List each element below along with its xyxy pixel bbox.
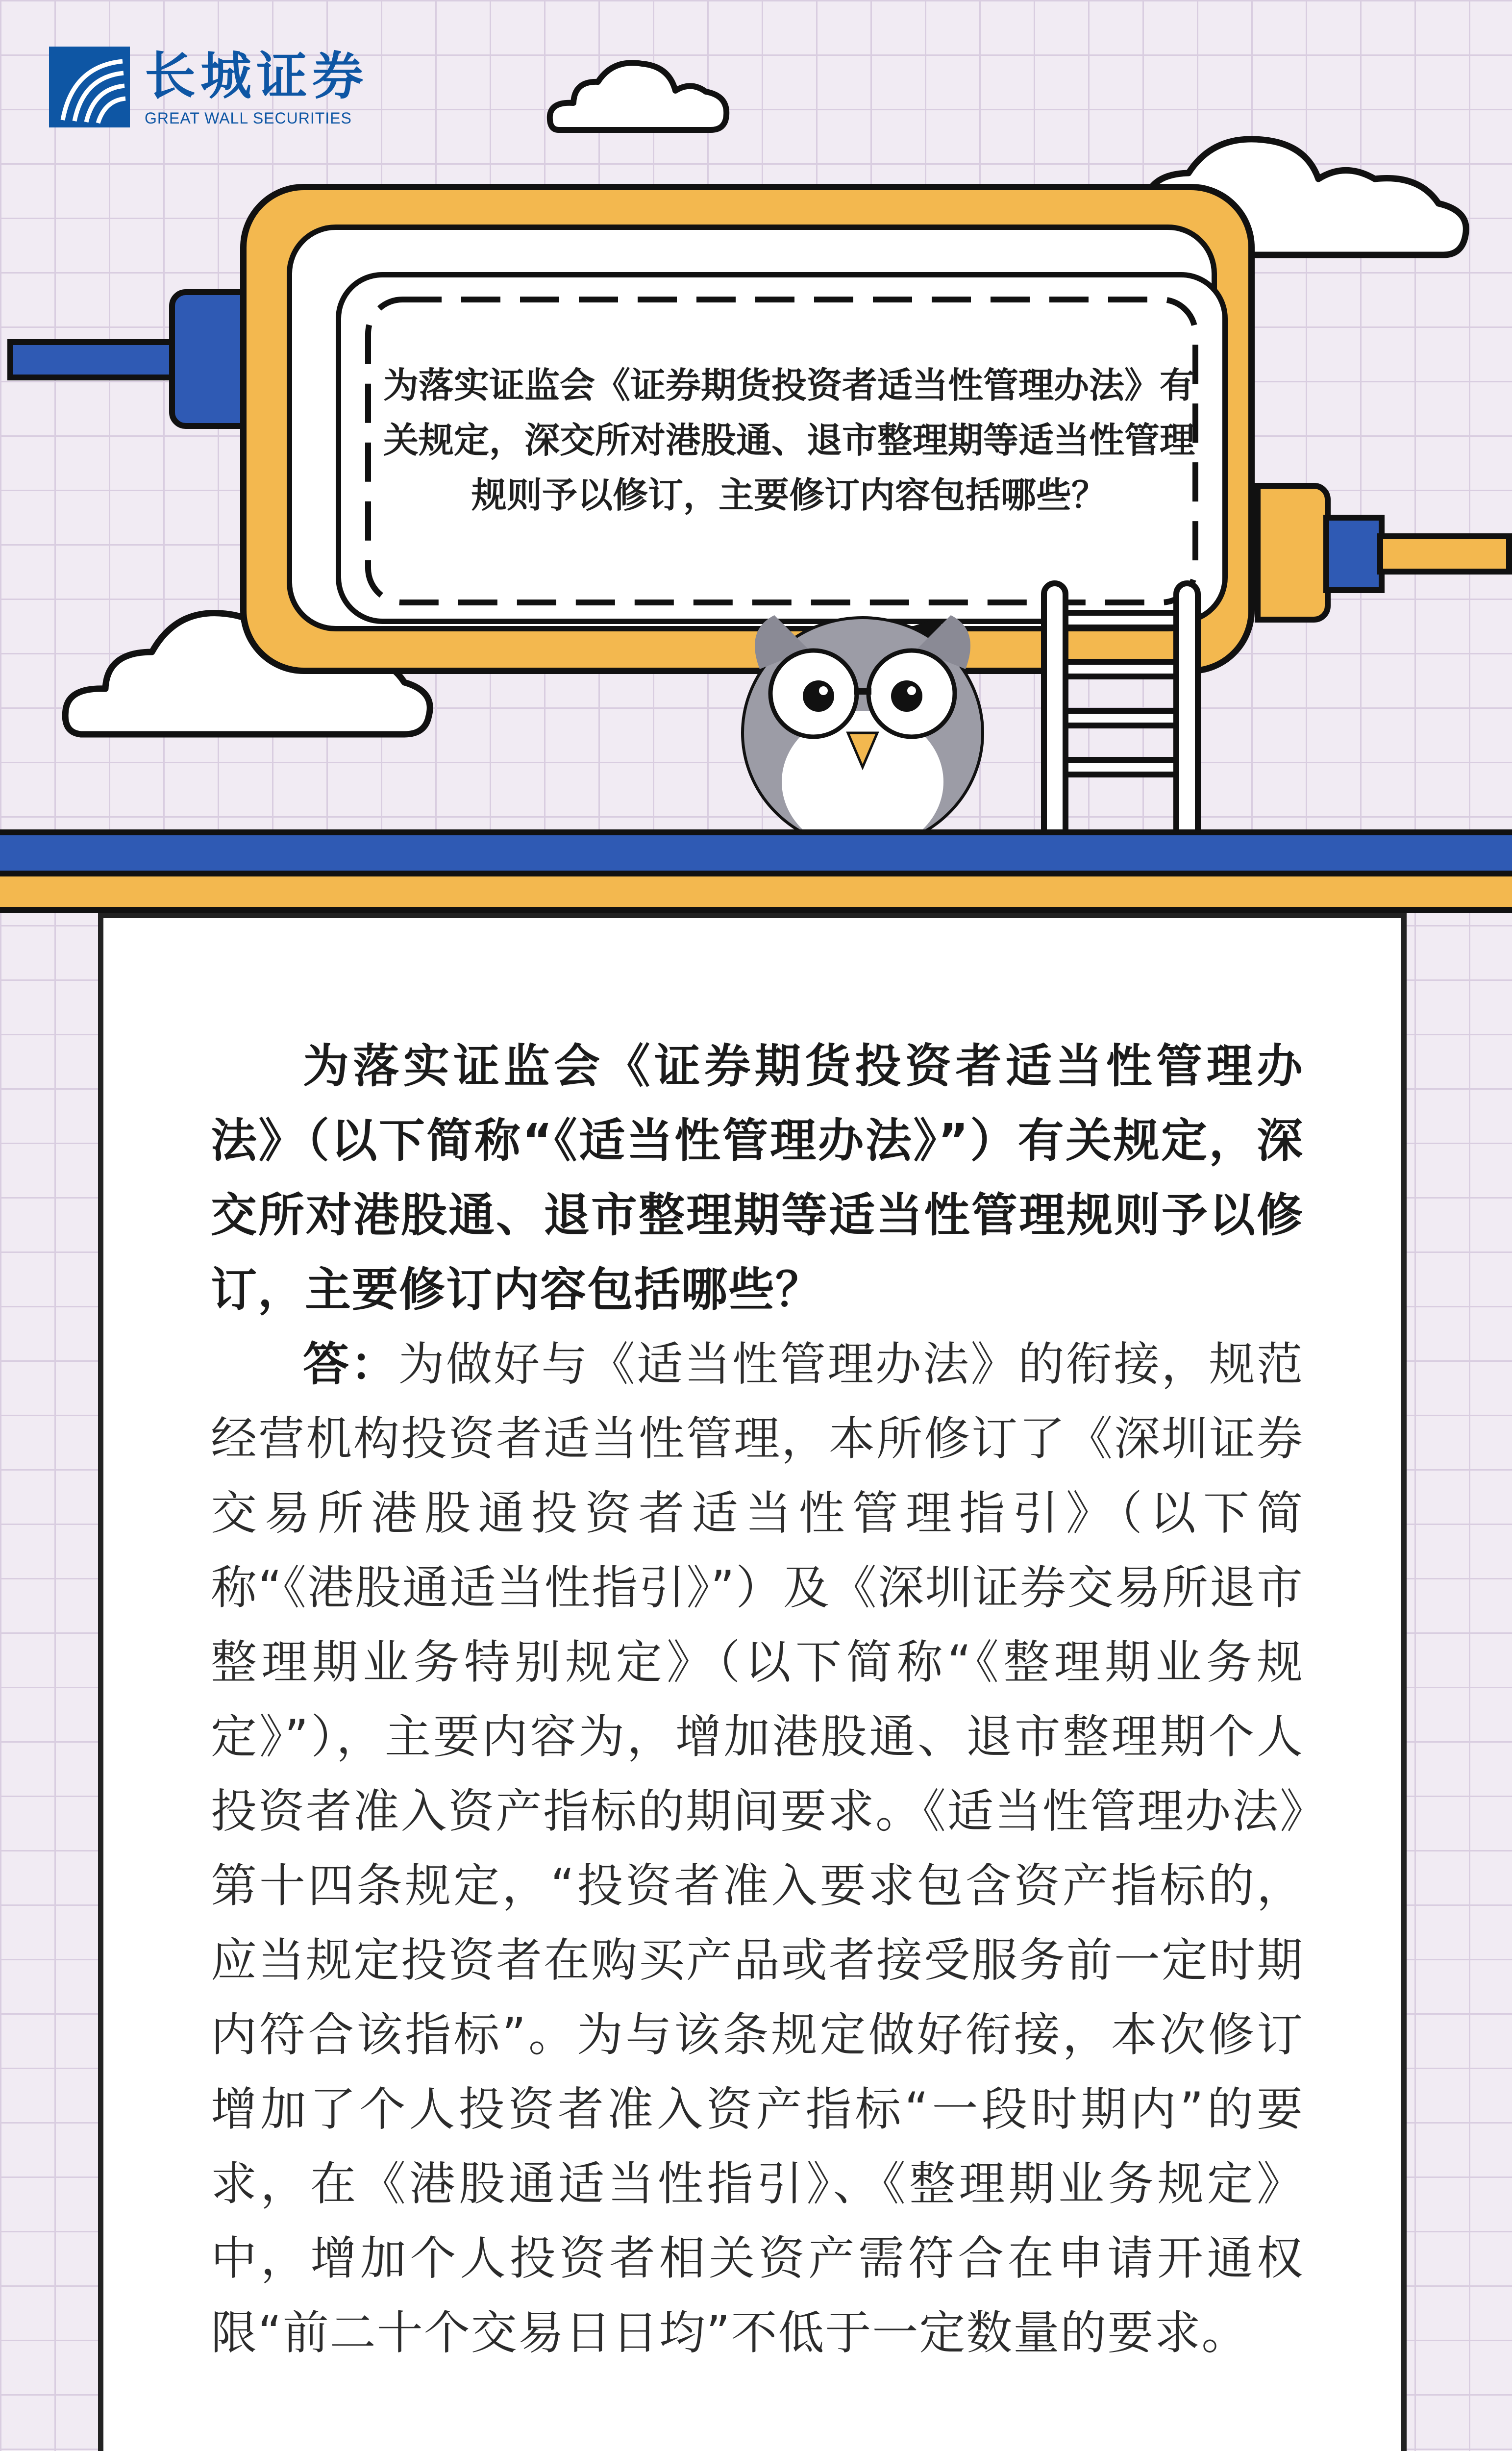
- pipe-right-ring: [1323, 515, 1385, 593]
- pipe-right-cap: [1255, 483, 1331, 623]
- article-question: 为落实证监会《证券期货投资者适当性管理办法》（以下简称“《适当性管理办法》”）有关规定，深交所对港股通、退市整理期等适当性管理规则予以修订，主要修订内容包括哪些？: [211, 1040, 1304, 1317]
- brand-name: 长城证券: [145, 46, 369, 106]
- pipe-left-cap: [169, 289, 250, 429]
- brand-logo: [49, 47, 392, 132]
- brand-name-en: GREAT WALL SECURITIES: [145, 109, 352, 127]
- owl-mascot-icon: [725, 596, 1000, 860]
- answer-label: 答：: [303, 1338, 398, 1391]
- ladder-icon: [1034, 578, 1211, 843]
- article-answer: [211, 1327, 1304, 2371]
- deck-stripe-yellow: [0, 876, 1512, 913]
- cloud-icon: [544, 47, 740, 140]
- deck-stripe-blue: [0, 829, 1512, 876]
- pipe-right: [1377, 533, 1512, 575]
- brand-mark-icon: [49, 47, 130, 127]
- article-body: [211, 1029, 1304, 2371]
- answer-text: 为做好与《适当性管理办法》的衔接，规范经营机构投资者适当性管理，本所修订了《深圳证券交易所港股通投资者适当性管理指引》（以下简称“《港股通适当性指引》”）及《深圳证券交易所退市整理期业务特别规定》（以下简称“《整理期业务规定》”），主要内容为，增加港股通、退市整理期个人投资者准入资产指标的期间要求。《适当性管理办法》第十四条规定，“投资者准入要求包含资产指标的，应当规定投资者在购买产品或者接受服务前一定时期内符合该指标”。为与该条规定做好衔接，本次修订增加了个人投资者准入资产指标“一段时期内”的要求，在《港股通适当性指引》、《整理期业务规定》中，增加个人投资者相关资产需符合在申请开通权限“前二十个交易日日均”不低于一定数量的要求。: [211, 1338, 1304, 2360]
- banner-title: 为落实证监会《证券期货投资者适当性管理办法》有关规定，深交所对港股通、退市整理期等适当性管理规则予以修订，主要修订内容包括哪些？: [383, 365, 1195, 516]
- pipe-left: [7, 339, 181, 380]
